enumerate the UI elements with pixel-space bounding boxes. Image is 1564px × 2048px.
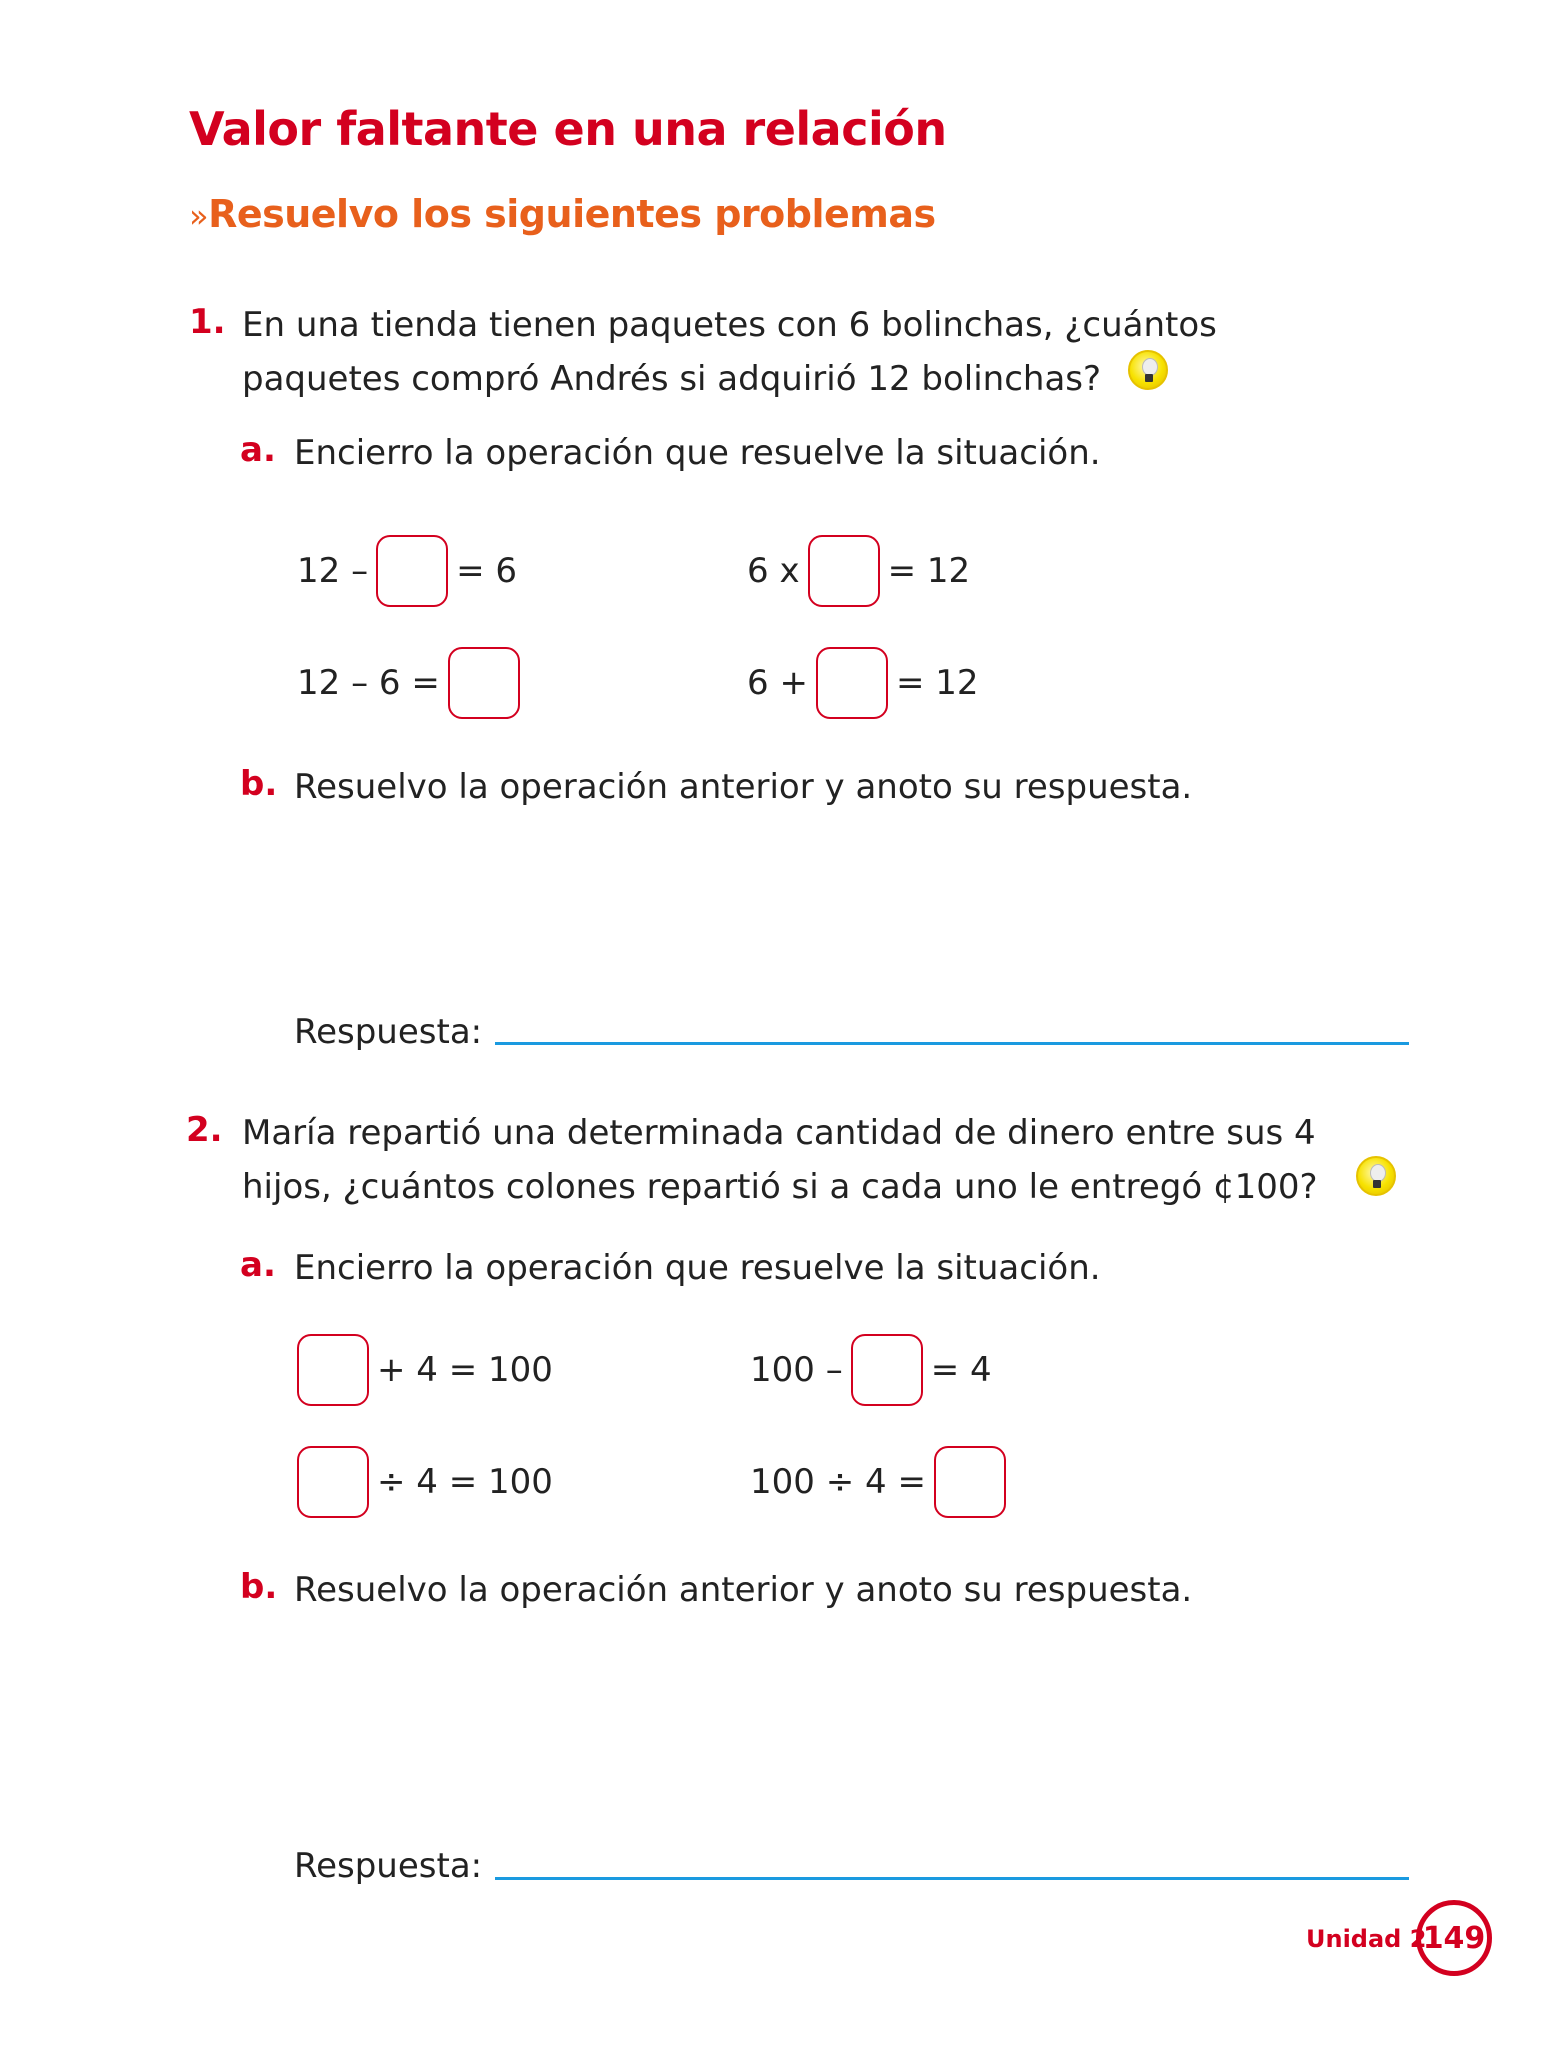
- answer-label-2: Respuesta:: [294, 1846, 483, 1886]
- eq-text: 6 +: [747, 663, 808, 703]
- answer-line-2[interactable]: [495, 1877, 1409, 1880]
- equation-1-2: [747, 531, 970, 611]
- answer-box[interactable]: [851, 1334, 923, 1406]
- page-number: 149: [1416, 1900, 1492, 1976]
- equation-2-4: [750, 1442, 1006, 1522]
- answer-box[interactable]: [816, 647, 888, 719]
- eq-text: 12 – 6 =: [297, 663, 440, 703]
- equation-2-2: [750, 1330, 992, 1410]
- answer-box[interactable]: [297, 1446, 369, 1518]
- eq-text: = 6: [456, 551, 518, 591]
- problem-2-a-letter: a.: [240, 1245, 276, 1285]
- problem-2-number: 2.: [186, 1110, 223, 1150]
- lightbulb-icon: [1128, 350, 1168, 390]
- answer-box[interactable]: [448, 647, 520, 719]
- answer-label-1: Respuesta:: [294, 1012, 483, 1052]
- lightbulb-icon: [1356, 1156, 1396, 1196]
- unit-label: Unidad 2: [1306, 1925, 1427, 1953]
- problem-2-line-1: María repartió una determinada cantidad de dinero entre sus 4: [242, 1113, 1316, 1153]
- problem-2-line-2: hijos, ¿cuántos colones repartió si a cada uno le entregó ¢100?: [242, 1167, 1318, 1207]
- problem-1-number: 1.: [189, 302, 226, 342]
- answer-box[interactable]: [934, 1446, 1006, 1518]
- problem-1-b-letter: b.: [240, 764, 278, 804]
- equation-1-1: [297, 531, 517, 611]
- section-subtitle: [189, 192, 936, 236]
- problem-1-a-text: Encierro la operación que resuelve la situación.: [294, 433, 1101, 473]
- problem-2-b-text: Resuelvo la operación anterior y anoto su respuesta.: [294, 1570, 1193, 1610]
- equation-1-4: [747, 643, 979, 723]
- eq-text: = 12: [887, 551, 971, 591]
- eq-text: 12 –: [297, 551, 369, 591]
- problem-1-a-letter: a.: [240, 430, 276, 470]
- problem-2-b-letter: b.: [240, 1567, 278, 1607]
- subtitle-text: Resuelvo los siguientes problemas: [208, 192, 936, 236]
- answer-box[interactable]: [808, 535, 880, 607]
- answer-line-1[interactable]: [495, 1042, 1409, 1045]
- eq-text: 100 ÷ 4 =: [750, 1462, 926, 1502]
- eq-text: 100 –: [750, 1350, 843, 1390]
- page-title: Valor faltante en una relación: [189, 102, 947, 156]
- eq-text: = 4: [930, 1350, 992, 1390]
- answer-box[interactable]: [297, 1334, 369, 1406]
- eq-text: + 4 = 100: [377, 1350, 553, 1390]
- equation-2-3: [297, 1442, 553, 1522]
- eq-text: = 12: [895, 663, 979, 703]
- equation-2-1: [297, 1330, 553, 1410]
- eq-text: ÷ 4 = 100: [377, 1462, 553, 1502]
- eq-text: 6 x: [747, 551, 800, 591]
- equation-1-3: [297, 643, 520, 723]
- problem-2-a-text: Encierro la operación que resuelve la situación.: [294, 1248, 1101, 1288]
- answer-box[interactable]: [376, 535, 448, 607]
- problem-1-line-1: En una tienda tienen paquetes con 6 bolinchas, ¿cuántos: [242, 305, 1217, 345]
- problem-1-b-text: Resuelvo la operación anterior y anoto su respuesta.: [294, 767, 1193, 807]
- problem-1-line-2: paquetes compró Andrés si adquirió 12 bolinchas?: [242, 359, 1102, 399]
- chevron-icon: »: [189, 197, 209, 235]
